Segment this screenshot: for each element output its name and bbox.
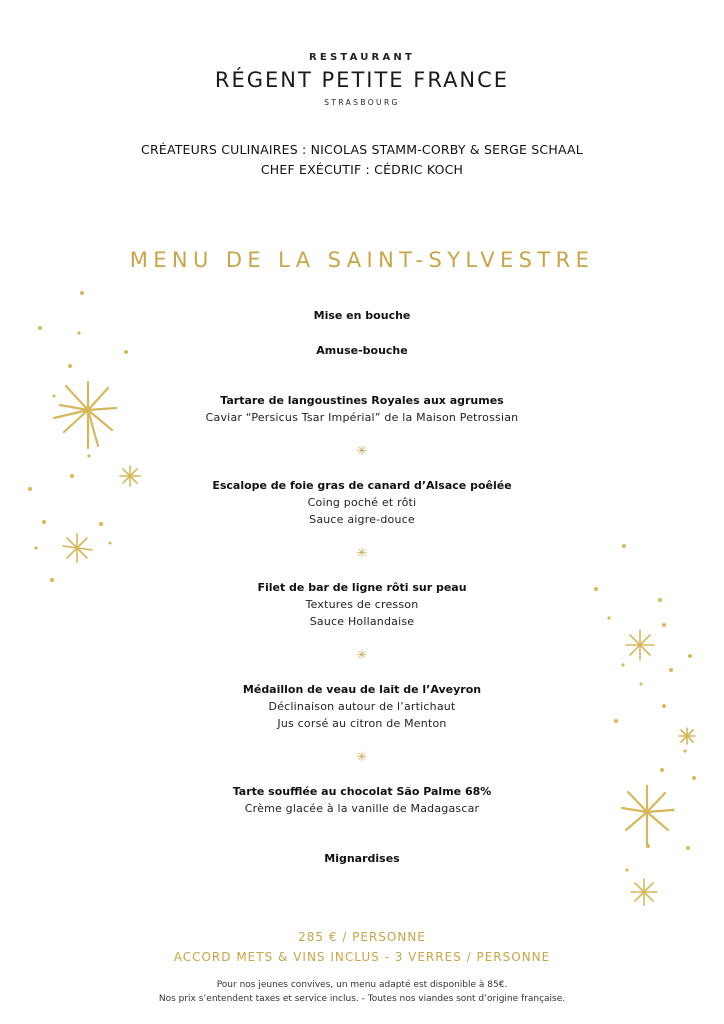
culinary-creators: CRÉATEURS CULINAIRES : NICOLAS STAMM-CORBY & SERGE SCHAAL: [141, 142, 583, 157]
restaurant-city: STRASBOURG: [324, 98, 400, 107]
restaurant-name: RÉGENT PETITE FRANCE: [214, 68, 510, 92]
separator-star-icon: ✳: [356, 444, 368, 459]
menu-title: MENU DE LA SAINT-SYLVESTRE: [129, 248, 595, 272]
course-2-line-2: Sauce aigre-douce: [309, 513, 415, 526]
separator-star-icon: ✳: [356, 648, 368, 663]
course-5-title: Tarte soufflée au chocolat São Palme 68%: [232, 785, 492, 798]
pricing-note: Nos prix s’entendent taxes et service inclus. - Toutes nos viandes sont d’origine française.: [158, 994, 566, 1004]
separator-star-icon: ✳: [356, 750, 368, 765]
course-4-title: Médaillon de veau de lait de l’Aveyron: [242, 683, 482, 696]
wine-pairing: ACCORD METS & VINS INCLUS - 3 VERRES / PERSONNE: [173, 950, 551, 964]
menu-price: 285 € / PERSONNE: [298, 930, 426, 944]
course-3-title: Filet de bar de ligne rôti sur peau: [257, 581, 467, 594]
amuse-bouche: Amuse-bouche: [316, 344, 408, 357]
course-4-line-1: Déclinaison autour de l’artichaut: [268, 700, 456, 713]
kids-menu-note: Pour nos jeunes convives, un menu adapté est disponible à 85€.: [216, 980, 508, 990]
course-3-line-2: Sauce Hollandaise: [309, 615, 415, 628]
course-1-title: Tartare de langoustines Royales aux agrumes: [220, 394, 504, 407]
course-4-line-2: Jus corsé au citron de Menton: [277, 717, 447, 730]
course-2-title: Escalope de foie gras de canard d’Alsace poêlée: [212, 479, 512, 492]
restaurant-label: RESTAURANT: [309, 52, 415, 63]
separator-star-icon: ✳: [356, 546, 368, 561]
mignardises: Mignardises: [324, 852, 400, 865]
executive-chef: CHEF EXÉCUTIF : CÉDRIC KOCH: [260, 162, 464, 177]
course-2-line-1: Coing poché et rôti: [307, 496, 417, 509]
course-5-line-1: Crème glacée à la vanille de Madagascar: [244, 802, 480, 815]
course-1-line-1: Caviar “Persicus Tsar Impérial” de la Maison Petrossian: [205, 411, 519, 424]
mise-en-bouche: Mise en bouche: [313, 309, 411, 322]
course-3-line-1: Textures de cresson: [305, 598, 419, 611]
